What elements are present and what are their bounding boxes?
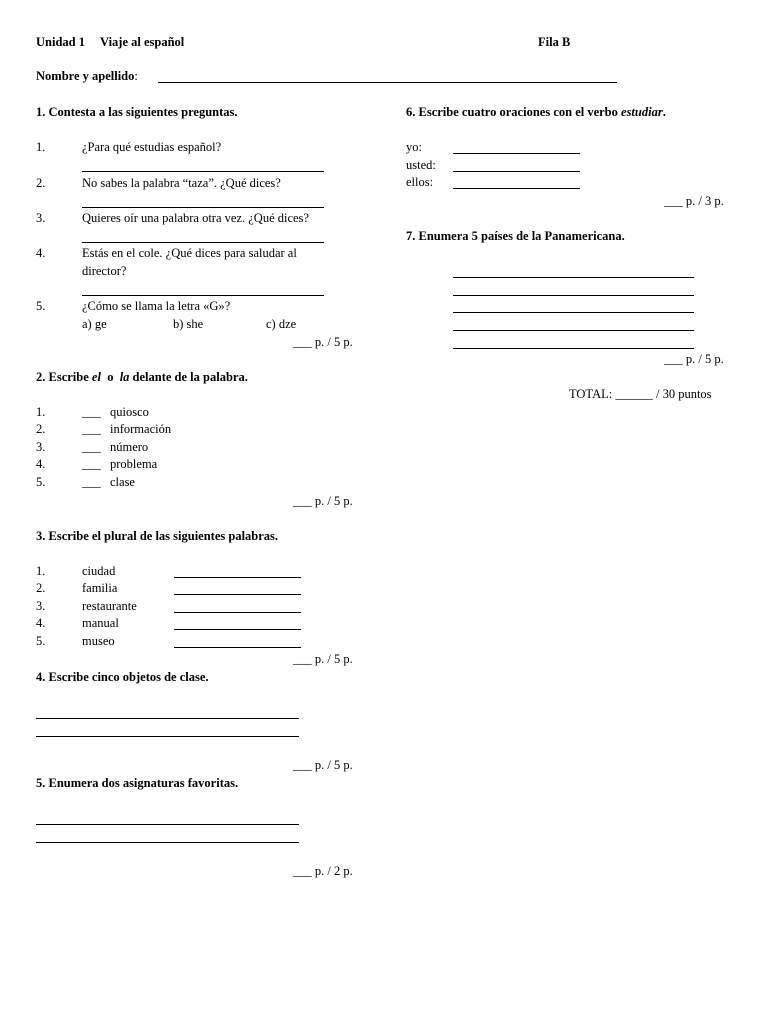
fila-label: Fila B — [538, 35, 571, 49]
q6-pronoun: usted: — [406, 158, 436, 172]
q3-item-number: 5. — [36, 634, 46, 648]
q6-answer-line[interactable] — [453, 153, 580, 154]
q1-answer-line[interactable] — [82, 171, 324, 172]
q5-answer-line[interactable] — [36, 824, 299, 825]
q1-item-number: 5. — [36, 299, 46, 313]
q2-article-blank[interactable]: ___ — [82, 457, 101, 471]
name-answer-line[interactable] — [158, 82, 617, 83]
q1-item-question: Estás en el cole. ¿Qué dices para saludar al — [82, 246, 297, 260]
q1-item-question: Quieres oír una palabra otra vez. ¿Qué dices? — [82, 211, 309, 225]
q6-pronoun: yo: — [406, 140, 422, 154]
q3-item-word: museo — [82, 634, 115, 648]
q3-title: 3. Escribe el plural de las siguientes palabras. — [36, 529, 279, 543]
q1-item-number: 2. — [36, 176, 46, 190]
q1-title: 1. Contesta a las siguientes preguntas. — [36, 105, 238, 119]
q3-item-number: 3. — [36, 599, 46, 613]
q2-item-word: información — [110, 422, 172, 436]
q4-answer-line[interactable] — [36, 718, 299, 719]
q1-answer-line[interactable] — [82, 242, 324, 243]
q1-answer-line[interactable] — [82, 295, 324, 296]
q3-item-number: 1. — [36, 564, 46, 578]
q4-answer-line[interactable] — [36, 736, 299, 737]
q3-answer-line[interactable] — [174, 577, 301, 578]
q3-answer-line[interactable] — [174, 612, 301, 613]
name-field-label: Nombre y apellido: — [36, 69, 138, 83]
q3-answer-line[interactable] — [174, 629, 301, 630]
q2-article-blank[interactable]: ___ — [82, 440, 101, 454]
q7-answer-line[interactable] — [453, 312, 694, 313]
q6-answer-line[interactable] — [453, 171, 580, 172]
q5-answer-line[interactable] — [36, 842, 299, 843]
q2-article-blank[interactable]: ___ — [82, 405, 101, 419]
q3-answer-line[interactable] — [174, 647, 301, 648]
q1-answer-line[interactable] — [82, 207, 324, 208]
total-score: TOTAL: ______ / 30 puntos — [569, 387, 712, 401]
q3-item-word: restaurante — [82, 599, 137, 613]
q2-item-number: 5. — [36, 475, 46, 489]
q2-score: ___ p. / 5 p. — [293, 494, 353, 508]
unit-label: Unidad 1 — [36, 35, 85, 49]
q5-score: ___ p. / 2 p. — [293, 864, 353, 878]
worksheet-title: Viaje al español — [100, 35, 185, 49]
q2-article-blank[interactable]: ___ — [82, 422, 101, 436]
q7-answer-line[interactable] — [453, 330, 694, 331]
q3-item-number: 4. — [36, 616, 46, 630]
q2-article-blank[interactable]: ___ — [82, 475, 101, 489]
q1-option-c: c) dze — [266, 317, 297, 331]
q1-item-question: ¿Para qué estudias español? — [82, 140, 222, 154]
q6-answer-line[interactable] — [453, 188, 580, 189]
q1-score: ___ p. / 5 p. — [293, 335, 353, 349]
q7-title: 7. Enumera 5 países de la Panamericana. — [406, 229, 625, 243]
q3-score: ___ p. / 5 p. — [293, 652, 353, 666]
q2-item-number: 1. — [36, 405, 46, 419]
q3-answer-line[interactable] — [174, 594, 301, 595]
q2-item-word: clase — [110, 475, 135, 489]
q1-item-question: ¿Cómo se llama la letra «G»? — [82, 299, 231, 313]
q2-item-word: quiosco — [110, 405, 149, 419]
q1-item-number: 1. — [36, 140, 46, 154]
q2-item-number: 4. — [36, 457, 46, 471]
q3-item-word: ciudad — [82, 564, 116, 578]
q1-item-number: 4. — [36, 246, 46, 260]
q7-answer-line[interactable] — [453, 277, 694, 278]
q4-title: 4. Escribe cinco objetos de clase. — [36, 670, 209, 684]
q4-score: ___ p. / 5 p. — [293, 758, 353, 772]
q1-item-number: 3. — [36, 211, 46, 225]
q2-item-word: número — [110, 440, 149, 454]
q6-score: ___ p. / 3 p. — [664, 194, 724, 208]
q7-score: ___ p. / 5 p. — [664, 352, 724, 366]
q2-item-number: 2. — [36, 422, 46, 436]
q7-answer-line[interactable] — [453, 295, 694, 296]
q2-item-word: problema — [110, 457, 158, 471]
q3-item-word: familia — [82, 581, 118, 595]
q3-item-number: 2. — [36, 581, 46, 595]
q1-item-question-cont: director? — [82, 264, 127, 278]
q5-title: 5. Enumera dos asignaturas favoritas. — [36, 776, 239, 790]
q7-answer-line[interactable] — [453, 348, 694, 349]
q6-pronoun: ellos: — [406, 175, 434, 189]
q3-item-word: manual — [82, 616, 119, 630]
q2-title: 2. Escribe el o la delante de la palabra. — [36, 370, 248, 384]
q6-title: 6. Escribe cuatro oraciones con el verbo estudiar. — [406, 105, 666, 119]
q1-option-a: a) ge — [82, 317, 107, 331]
q2-item-number: 3. — [36, 440, 46, 454]
q1-option-b: b) she — [173, 317, 204, 331]
q1-item-question: No sabes la palabra “taza”. ¿Qué dices? — [82, 176, 281, 190]
